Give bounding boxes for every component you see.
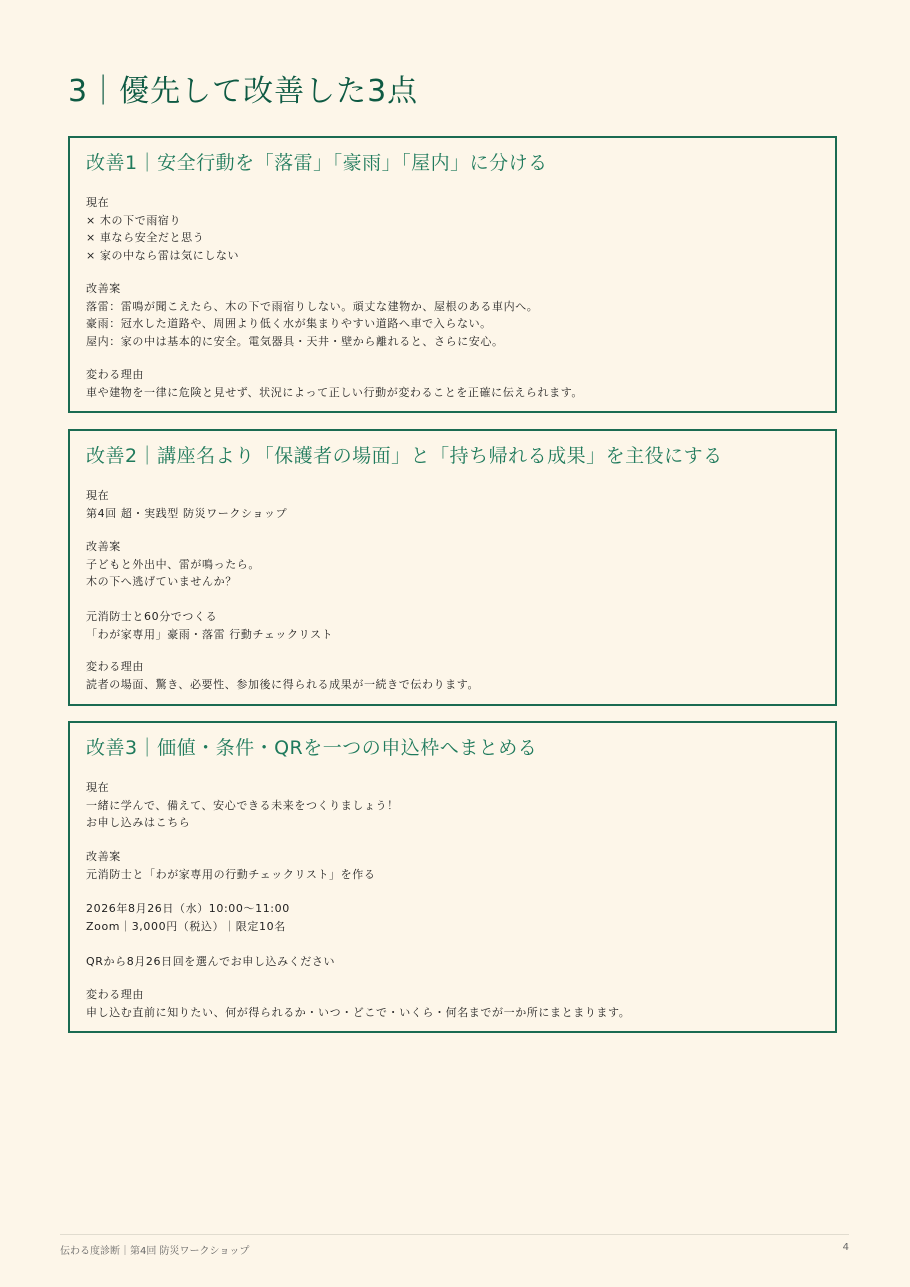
improvement-card-2 [68, 429, 837, 706]
current-section: 現在 一緒に学んで、備えて、安心できる未来をつくりましょう！ お申し込みはこちら [86, 781, 399, 829]
card-title: 改善1｜安全行動を「落雷」「豪雨」「屋内」に分ける [86, 152, 548, 174]
footer-document-title: 伝わる度診断｜第4回 防災ワークショップ [60, 1246, 250, 1257]
footer-page-number: 4 [842, 1242, 849, 1253]
proposal-section: 改善案 元消防士と「わが家専用の行動チェックリスト」を作る [86, 850, 376, 881]
card-title: 改善2｜講座名より「保護者の場面」と「持ち帰れる成果」を主役にする [86, 445, 723, 467]
current-section: 現在 × 木の下で雨宿り × 車なら安全だと思う × 家の中なら雷は気にしない [86, 196, 240, 262]
improvement-card-1 [68, 136, 837, 413]
reason-section: 変わる理由 申し込む直前に知りたい、何が得られるか・いつ・どこで・いくら・何名までが一か所にまとまります。 [86, 988, 631, 1019]
improvement-card-3 [68, 721, 837, 1033]
reason-section: 変わる理由 読者の場面、驚き、必要性、参加後に得られる成果が一続きで伝わります。 [86, 660, 480, 691]
card-title: 改善3｜価値・条件・QRを一つの申込枠へまとめる [86, 737, 538, 759]
proposal-detail: 元消防士と60分でつくる 「わが家専用」豪雨・落雷 行動チェックリスト [86, 610, 334, 641]
proposal-schedule: 2026年8月26日（水）10:00〜11:00 Zoom｜3,000円（税込）｜限定10名 [86, 902, 290, 933]
current-section: 現在 第4回 超・実践型 防災ワークショップ [86, 489, 288, 520]
reason-section: 変わる理由 車や建物を一律に危険と見せず、状況によって正しい行動が変わることを正確に伝えられます。 [86, 368, 584, 399]
proposal-section: 改善案 落雷：雷鳴が聞こえたら、木の下で雨宿りしない。頑丈な建物か、屋根のある車内へ。 豪雨：冠水した道路や、周囲より低く水が集まりやすい道路へ車で入らない。 屋内：家の中は基本的に安全。電気器具・天井・壁から離れると、さらに安心。 [86, 282, 539, 348]
footer-divider [60, 1234, 849, 1235]
proposal-cta: QRから8月26日回を選んでお申し込みください [86, 955, 336, 968]
page-title: 3｜優先して改善した3点 [68, 74, 419, 109]
proposal-section: 改善案 子どもと外出中、雷が鳴ったら。 木の下へ逃げていませんか？ [86, 540, 260, 588]
